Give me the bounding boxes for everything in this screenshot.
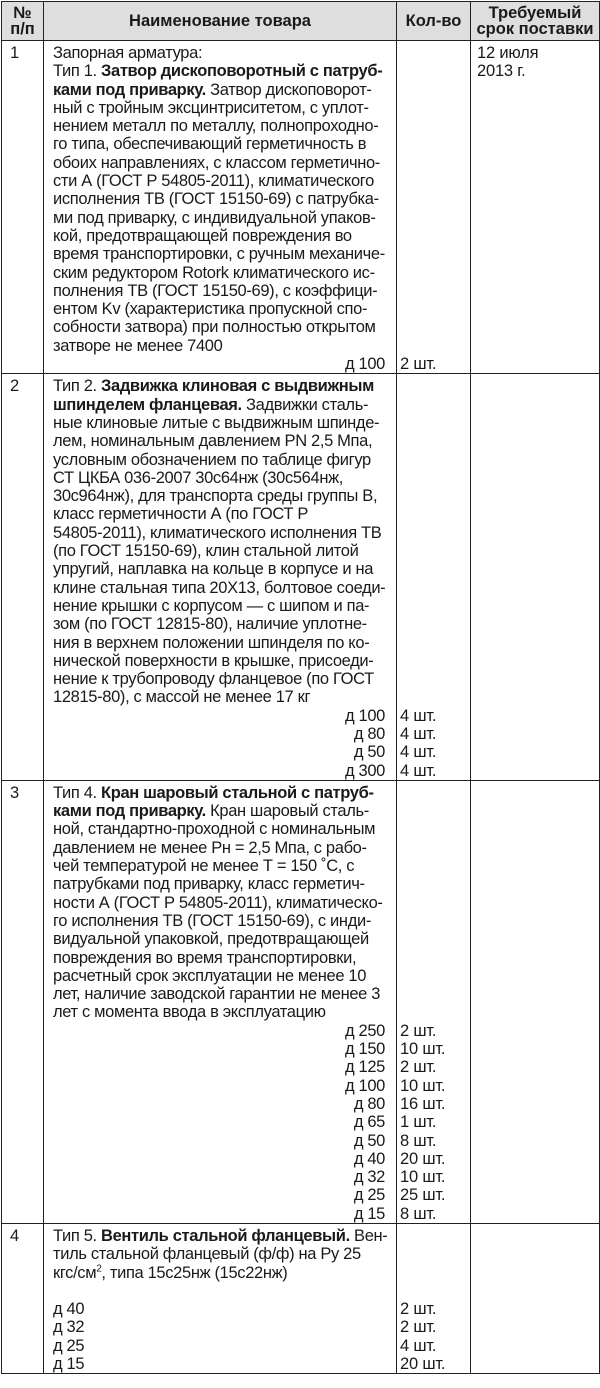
item-title: ками под приварку.	[53, 80, 206, 99]
size-value: д 25	[53, 1336, 85, 1355]
description-text: тиль стальной фланцевый (ф/ф) на Ру 25	[53, 1245, 361, 1264]
description-line	[53, 414, 386, 432]
description-text: нением металл по металлу, полнопроходно-	[53, 117, 379, 136]
size-value: д 15	[53, 1355, 85, 1374]
header-num-line-1: №	[13, 4, 32, 22]
size-value: д 32	[353, 1168, 385, 1187]
item-quantity	[397, 374, 471, 781]
description-text: ные клиновые литые с выдвижным шпинде-	[53, 413, 380, 432]
header-num-line-2: п/п	[10, 20, 35, 38]
unit-exponent: 2	[96, 1263, 102, 1275]
description-line	[53, 432, 386, 450]
description-line	[53, 524, 386, 542]
description-line	[53, 615, 386, 633]
row-number: 4	[2, 1224, 44, 1374]
row-number: 2	[2, 374, 44, 781]
description-text: го типа, обеспечивающий герметичность в	[53, 135, 367, 154]
description-text: видуальной упаковкой, предотвращающей	[53, 930, 369, 949]
size-value: д 15	[353, 1204, 385, 1223]
size-value: д 80	[353, 1094, 385, 1113]
quantity-value: 10 шт.	[400, 1168, 446, 1187]
description-line	[53, 451, 386, 469]
description-line	[53, 190, 386, 208]
delivery-date-line: 12 июля	[477, 44, 539, 62]
description-line	[53, 894, 386, 912]
description-line	[53, 542, 386, 560]
row-number: 1	[2, 41, 44, 374]
item-title: Кран шаровый стальной с патруб-	[101, 783, 374, 802]
size-value: д 50	[353, 1131, 385, 1150]
size-value: д 50	[353, 743, 385, 762]
description-text: зом (по ГОСТ 12815-80), наличие уплотне-	[53, 615, 367, 634]
size-value: д 100	[345, 1076, 385, 1095]
description-line	[53, 154, 386, 172]
quantity-value: 8 шт.	[400, 1204, 437, 1223]
description-line	[53, 1264, 386, 1282]
quantity-value: 2 шт.	[400, 1058, 437, 1077]
description-text: ским редуктором Rotork климатического ис-	[53, 263, 375, 282]
item-title: Задвижка клиновая с выдвижным	[101, 377, 375, 396]
description-text: нение к трубопроводу фланцевое (по ГОСТ	[53, 670, 374, 689]
description-line	[53, 81, 386, 99]
order-table	[1, 1, 600, 1374]
description-line	[53, 505, 386, 523]
item-quantity	[397, 1224, 471, 1374]
description-text: обоих направлениях, с классом герметично-	[53, 153, 380, 172]
size-value: д 32	[53, 1318, 85, 1337]
description-line	[53, 802, 386, 820]
quantity-value: 4 шт.	[400, 761, 437, 780]
description-line	[53, 839, 386, 857]
description-line	[53, 652, 386, 670]
item-title: шпинделем фланцевая.	[53, 395, 242, 414]
size-value: д 25	[353, 1186, 385, 1205]
description-text: Тип 4.	[53, 783, 101, 802]
description-line	[53, 99, 386, 117]
description-text: 30с964нж), для транспорта среды группы В,	[53, 487, 378, 506]
description-line	[53, 597, 386, 615]
quantity-value: 20 шт.	[400, 1355, 446, 1374]
description-text: , типа 15с25нж (15с22нж)	[101, 1263, 288, 1282]
description-text: сти А (ГОСТ Р 54805-2011), климатического	[53, 172, 374, 191]
description-line	[53, 670, 386, 688]
quantity-value: 20 шт.	[400, 1149, 446, 1168]
size-list	[53, 1300, 386, 1373]
table-row	[2, 41, 600, 374]
description-line	[53, 560, 386, 578]
description-line	[53, 1227, 386, 1245]
size-value: д 100	[345, 355, 385, 374]
description-text: ный с тройным эксцинтриситетом, с уплот-	[53, 98, 369, 117]
delivery-date	[471, 780, 600, 1223]
description-text: нической поверхности в крышке, присоеди-	[53, 651, 374, 670]
description-line	[53, 117, 386, 135]
quantity-value: 1 шт.	[400, 1113, 437, 1132]
row-number: 3	[2, 780, 44, 1223]
description-text: класс герметичности А (по ГОСТ Р	[53, 505, 308, 524]
description-line	[53, 967, 386, 985]
item-description	[44, 41, 397, 374]
description-text: лет, наличие заводской гарантии не менее 3	[53, 985, 381, 1004]
size-list	[53, 1022, 386, 1223]
quantity-value: 2 шт.	[400, 355, 437, 374]
size-value: д 65	[353, 1113, 385, 1132]
description-text: условным обозначением по таблице фигур	[53, 450, 371, 469]
item-title: Затвор дископоворотный с патруб-	[101, 62, 383, 81]
description-text: упругий, наплавка на кольце в корпусе и на	[53, 560, 374, 579]
description-line	[53, 282, 386, 300]
description-text: кой, предотвращающей повреждения во	[53, 226, 352, 245]
description-text: чей температурой не менее Т = 150 ˚С, с	[53, 857, 355, 876]
delivery-date	[471, 41, 600, 374]
delivery-date	[471, 374, 600, 781]
description-line	[53, 300, 386, 318]
size-value: д 100	[345, 706, 385, 725]
description-text: 12815-80), с массой не менее 17 кг	[53, 688, 311, 707]
quantity-value: 10 шт.	[400, 1076, 446, 1095]
description-line	[53, 949, 386, 967]
description-line	[53, 396, 386, 414]
description-text: клине стальная типа 20Х13, болтовое соеди-	[53, 578, 386, 597]
delivery-date	[471, 1224, 600, 1374]
description-text: лет с момента ввода в эксплуатацию	[53, 1003, 326, 1022]
item-quantity	[397, 780, 471, 1223]
description-text: затворе не менее 7400	[53, 336, 223, 355]
table-row	[2, 374, 600, 781]
description-line	[53, 688, 386, 706]
header-date-line-2: срок поставки	[476, 20, 594, 38]
size-list	[53, 707, 386, 780]
description-intro: Запорная арматура:	[53, 44, 203, 62]
item-description	[44, 1224, 397, 1374]
header-date-line-1: Требуемый	[488, 4, 582, 22]
description-line	[53, 172, 386, 190]
description-text: лем, номинальным давлением PN 2,5 Мпа,	[53, 432, 373, 451]
description-text: Кран шаровый сталь-	[205, 802, 369, 821]
size-value: д 150	[345, 1040, 385, 1059]
description-line	[53, 487, 386, 505]
quantity-value: 2 шт.	[400, 1300, 437, 1319]
description-line	[53, 985, 386, 1003]
description-text: повреждения во время транспортировки,	[53, 948, 357, 967]
description-line	[53, 469, 386, 487]
description-text: собности затвора) при полностью открытом	[53, 318, 376, 337]
description-line	[53, 318, 386, 336]
description-text: Затвор дископоворот-	[205, 80, 372, 99]
quantity-value: 4 шт.	[400, 724, 437, 743]
description-line	[53, 875, 386, 893]
quantity-value: 2 шт.	[400, 1318, 437, 1337]
description-text: расчетный срок эксплуатации не менее 10	[53, 966, 367, 985]
size-value: д 40	[353, 1149, 385, 1168]
description-line	[53, 337, 386, 355]
description-text: патрубками под приварку, класс герметич-	[53, 875, 365, 894]
description-text: СТ ЦКБА 036-2007 30с64нж (30с564нж,	[53, 468, 344, 487]
description-text: го исполнения ТВ (ГОСТ 15150-69), с инди-	[53, 911, 371, 930]
table-row	[2, 780, 600, 1223]
description-text: исполнения ТВ (ГОСТ 15150-69) с патрубка-	[53, 190, 379, 209]
description-line	[53, 930, 386, 948]
description-line	[53, 62, 386, 80]
description-line	[53, 227, 386, 245]
description-line	[53, 377, 386, 395]
description-text: ния в верхнем положении шпинделя по ко-	[53, 633, 370, 652]
table-header-row	[2, 2, 600, 41]
description-line	[53, 857, 386, 875]
quantity-value: 4 шт.	[400, 1336, 437, 1355]
size-value: д 40	[53, 1300, 85, 1319]
header-num	[2, 2, 44, 41]
description-line	[53, 579, 386, 597]
item-description	[44, 780, 397, 1223]
description-text: давлением не менее Рн = 2,5 Мпа, с рабо-	[53, 838, 367, 857]
header-date	[471, 2, 600, 41]
description-text: ми под приварку, с индивидуальной упаков-	[53, 208, 376, 227]
description-text: кгс/см	[53, 1263, 97, 1282]
item-title: Вентиль стальной фланцевый.	[101, 1227, 350, 1245]
delivery-date-line: 2013 г.	[477, 62, 526, 81]
description-line	[53, 784, 386, 802]
description-text: (по ГОСТ 15150-69), клин стальной литой	[53, 542, 359, 561]
quantity-value: 2 шт.	[400, 1021, 437, 1040]
description-text: ентом Kv (характеристика пропускной спо-	[53, 300, 368, 319]
description-line	[53, 209, 386, 227]
description-text: 54805-2011), климатического исполнения ТВ	[53, 523, 382, 542]
quantity-value: 4 шт.	[400, 706, 437, 725]
description-text: ной, стандартно-проходной с номинальным	[53, 820, 376, 839]
description-text: Вен-	[349, 1227, 388, 1245]
description-line	[53, 912, 386, 930]
quantity-value: 8 шт.	[400, 1131, 437, 1150]
size-value: д 250	[345, 1021, 385, 1040]
quantity-value: 10 шт.	[400, 1040, 446, 1059]
header-qty: Кол-во	[397, 2, 471, 41]
quantity-value: 4 шт.	[400, 743, 437, 762]
quantity-value: 25 шт.	[400, 1186, 446, 1205]
description-line	[53, 135, 386, 153]
description-line	[53, 634, 386, 652]
description-text: ности А (ГОСТ Р 54805-2011), климатическо-	[53, 893, 383, 912]
size-value: д 300	[345, 761, 385, 780]
description-text: Тип 2.	[53, 377, 101, 396]
description-text: время транспортировки, с ручным механиче-	[53, 245, 385, 264]
size-value: д 80	[353, 724, 385, 743]
item-title: ками под приварку.	[53, 802, 206, 821]
description-line	[53, 245, 386, 263]
header-name: Наименование товара	[44, 2, 397, 41]
description-line	[53, 1003, 386, 1021]
description-text: полнения ТВ (ГОСТ 15150-69), с коэффици-	[53, 281, 378, 300]
description-text: Тип 1.	[53, 62, 101, 81]
description-text: нение крышки с корпусом — с шипом и па-	[53, 596, 370, 615]
quantity-value: 16 шт.	[400, 1094, 446, 1113]
item-description	[44, 374, 397, 781]
description-line	[53, 820, 386, 838]
description-text: Тип 5.	[53, 1227, 101, 1245]
description-text: Задвижки сталь-	[241, 395, 369, 414]
description-line	[53, 1245, 386, 1263]
item-quantity	[397, 41, 471, 374]
description-line	[53, 264, 386, 282]
size-value: д 125	[345, 1058, 385, 1077]
size-list	[53, 355, 386, 373]
table-row	[2, 1224, 600, 1374]
